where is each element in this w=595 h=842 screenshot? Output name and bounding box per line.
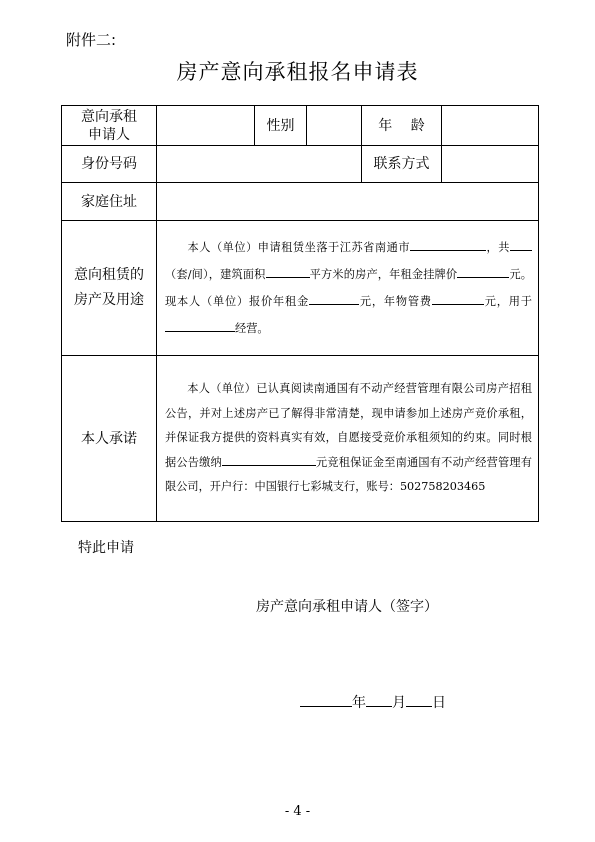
property-text-4: 平方米的房产，年租金挂牌价 [309, 268, 458, 281]
management-fee-blank[interactable] [432, 291, 484, 305]
property-paragraph [157, 232, 538, 344]
applicant-field[interactable] [157, 106, 255, 146]
form-row-id [62, 146, 539, 183]
month-blank[interactable] [366, 692, 392, 707]
address-blank[interactable] [410, 237, 486, 251]
commitment-text-2: 元竞租保证金至南通国有不动产经营管理有限公司，开户行：中国银行七彩城支行，账号：502758203465 [165, 455, 532, 494]
units-blank[interactable] [510, 237, 532, 251]
form-row-applicant [62, 106, 539, 146]
gender-label: 性别 [255, 106, 307, 146]
usage-blank[interactable] [165, 318, 235, 332]
page-title: 房产意向承租报名申请表 [176, 60, 419, 84]
gender-field[interactable] [307, 106, 362, 146]
commitment-label: 本人承诺 [62, 356, 157, 522]
signature-label: 房产意向承租申请人（签字） [256, 599, 438, 615]
year-label: 年 [352, 695, 366, 711]
attachment-label: 附件二: [66, 31, 117, 49]
property-text-6: 元，年物管费 [359, 295, 432, 308]
address-label: 家庭住址 [62, 183, 157, 221]
commitment-content [157, 356, 539, 522]
property-text-5: 元。现本人（单位）报价年租金 [165, 268, 532, 308]
address-field[interactable] [157, 183, 539, 221]
property-text-8: 经营。 [235, 322, 269, 335]
form-row-address [62, 183, 539, 221]
day-blank[interactable] [406, 692, 432, 707]
day-label: 日 [432, 695, 446, 711]
property-text-2: ，共 [486, 241, 510, 254]
date-line [300, 692, 446, 712]
id-label: 身份号码 [62, 146, 157, 183]
page-number: - 4 - [284, 804, 311, 819]
form-row-property [62, 221, 539, 356]
property-text-3: （套/间），建筑面积 [165, 268, 266, 281]
deposit-blank[interactable] [222, 452, 316, 466]
contact-field[interactable] [442, 146, 539, 183]
age-field[interactable] [442, 106, 539, 146]
form-row-commitment [62, 356, 539, 522]
commitment-paragraph [157, 375, 538, 502]
age-label: 年 龄 [362, 106, 442, 146]
application-form-table [61, 105, 539, 522]
area-blank[interactable] [266, 264, 310, 278]
contact-label: 联系方式 [362, 146, 442, 183]
property-text-1: 本人（单位）申请租赁坐落于江苏省南通市 [187, 241, 411, 254]
month-label: 月 [392, 695, 406, 711]
year-blank[interactable] [300, 692, 352, 707]
commitment-text-1: 本人（单位）已认真阅读南通国有不动产经营管理有限公司房产招租公告，并对上述房产已了解得非常清楚，现申请参加上述房产竞价承租，并保证我方提供的资料真实有效，自愿接受竞价承租须知的约束。同时根据公告缴纳 [165, 382, 532, 469]
property-label: 意向租赁的房产及用途 [62, 221, 157, 356]
listed-rent-blank[interactable] [457, 264, 509, 278]
special-request: 特此申请 [78, 540, 134, 556]
property-text-7: 元，用于 [483, 295, 532, 308]
applicant-label: 意向承租申请人 [62, 106, 157, 146]
offer-rent-blank[interactable] [309, 291, 359, 305]
property-content [157, 221, 539, 356]
id-field[interactable] [157, 146, 362, 183]
